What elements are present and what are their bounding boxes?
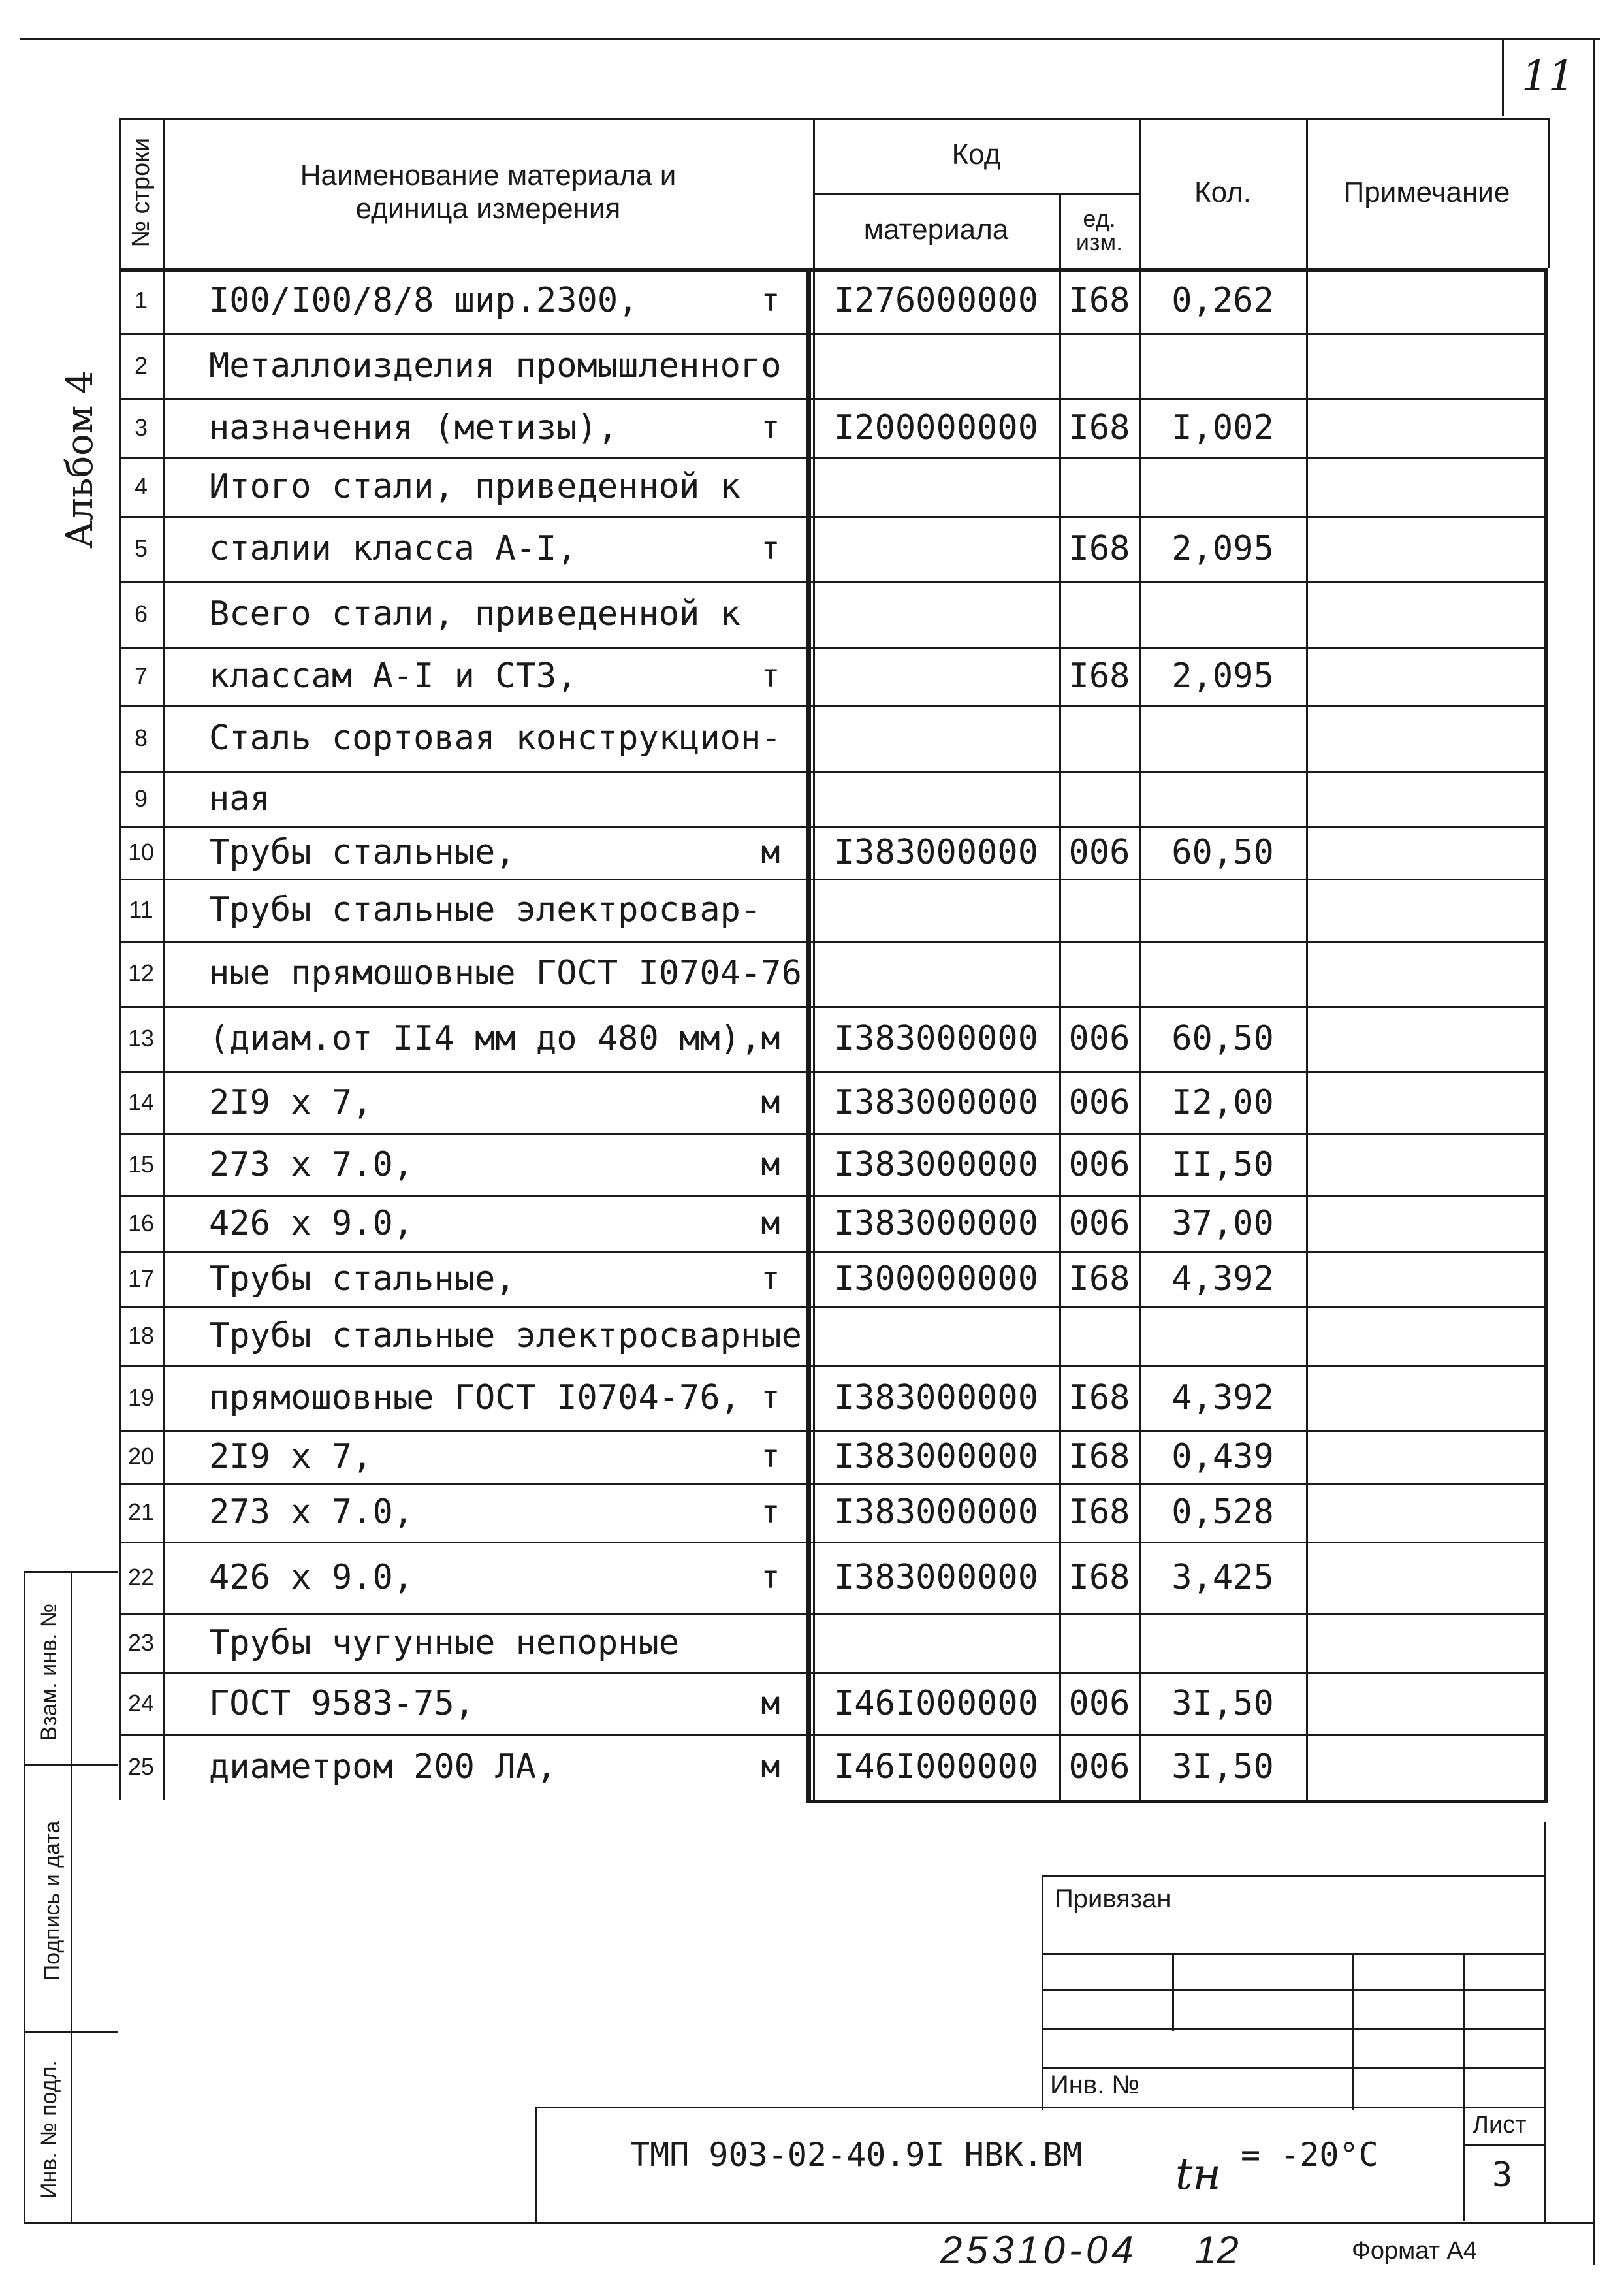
row-qty: [1139, 941, 1306, 1006]
row-material-code: [813, 705, 1059, 771]
row-number: 23: [127, 1629, 155, 1656]
tb-row1: [1042, 1953, 1544, 1955]
row-name: Всего стали, приведенной к: [209, 594, 740, 634]
row-qty: 3,425: [1171, 1558, 1274, 1597]
row-unit-code: [1059, 457, 1139, 516]
row-number: 9: [134, 784, 148, 812]
row-number: 15: [127, 1150, 155, 1178]
row-qty: [1139, 581, 1306, 647]
row-name: сталии класса А-I,: [209, 529, 577, 568]
row-qty: [1139, 771, 1306, 826]
row-material-code: [813, 333, 1059, 398]
header-row-no: № строки: [127, 138, 155, 248]
row-unit-code: [1059, 879, 1139, 941]
row-material-code: [813, 1306, 1059, 1365]
row-material-code: [813, 581, 1059, 647]
header-name-line: единица измерения: [355, 193, 621, 225]
row-unit: т: [761, 282, 780, 319]
row-unit-code: I68: [1068, 1378, 1130, 1417]
row-material-code: I383000000: [833, 1437, 1039, 1476]
row-name: Сталь сортовая конструкцион-: [209, 719, 782, 758]
row-unit: [748, 705, 793, 771]
row-unit: [748, 771, 793, 826]
row-material-code: I383000000: [833, 1558, 1039, 1597]
row-qty: [1139, 333, 1306, 398]
row-unit: м: [761, 1685, 780, 1722]
row-unit-code: I68: [1068, 656, 1130, 696]
row-qty: 4,392: [1171, 1259, 1274, 1299]
row-unit: м: [761, 1146, 780, 1183]
row-unit: т: [761, 410, 780, 446]
format-label: Формат А4: [1352, 2237, 1478, 2265]
row-unit: [748, 879, 793, 941]
row-material-code: I383000000: [833, 1019, 1039, 1058]
row-unit: [748, 333, 793, 398]
tb-row2: [1042, 1989, 1544, 1991]
row-name: ная: [209, 779, 270, 818]
row-unit: т: [761, 658, 780, 694]
row-unit: т: [761, 1438, 780, 1475]
row-unit-code: I68: [1068, 1259, 1130, 1299]
handwritten-number: 25310-04: [940, 2228, 1138, 2272]
row-unit: т: [761, 530, 780, 567]
row-qty: 37,00: [1171, 1203, 1274, 1243]
row-number: 6: [134, 600, 148, 627]
row-qty: [1139, 705, 1306, 771]
bottom-border: [24, 2222, 1595, 2224]
row-number: 19: [127, 1384, 155, 1411]
header-code-material: материала: [863, 214, 1009, 246]
table-vline: [1548, 118, 1550, 268]
sheet-label: Лист: [1473, 2111, 1527, 2139]
row-unit: [748, 581, 793, 647]
row-unit: т: [761, 1559, 780, 1596]
row-unit: м: [761, 834, 780, 871]
row-unit: [748, 1613, 793, 1672]
inv-replace-label: Взам. инв. №: [36, 1603, 61, 1741]
row-unit-code: [1059, 941, 1139, 1006]
sign-date-label: Подпись и дата: [39, 1820, 65, 1981]
row-qty: I2,00: [1171, 1082, 1274, 1122]
tb-col2: [1352, 1953, 1354, 2110]
row-unit-code: I68: [1068, 529, 1130, 568]
row-unit: [748, 457, 793, 516]
header-code: Код: [951, 138, 1001, 171]
row-name: Трубы стальные,: [209, 833, 516, 872]
table-hline: [806, 1800, 1548, 1803]
row-unit-code: I68: [1068, 408, 1130, 447]
header-row-no-cell: [119, 118, 163, 268]
temp-symbol: tн: [1175, 2149, 1221, 2199]
row-name: 273 х 7.0,: [209, 1493, 414, 1532]
row-number: 11: [129, 896, 153, 923]
row-material-code: [813, 771, 1059, 826]
row-unit: т: [761, 1380, 780, 1416]
row-material-code: [813, 457, 1059, 516]
row-unit: т: [761, 1260, 780, 1297]
side-stamp-left: [24, 1571, 25, 2224]
row-unit-code: [1059, 1306, 1139, 1365]
header-code-unit-line: ед.: [1083, 204, 1116, 232]
row-name: Металлоизделия промышленного: [209, 346, 782, 385]
tb-top: [1042, 1875, 1544, 1877]
row-material-code: I383000000: [833, 833, 1039, 872]
row-unit-code: I68: [1068, 281, 1130, 320]
row-name: (диам.от II4 мм до 480 мм),: [209, 1019, 761, 1058]
header-qty: Кол.: [1194, 176, 1252, 208]
row-unit-code: 006: [1068, 1683, 1130, 1723]
tb-left: [1042, 1875, 1043, 2110]
top-border: [20, 38, 1600, 40]
row-number: 13: [127, 1025, 155, 1052]
row-qty: 60,50: [1171, 833, 1274, 872]
row-qty: [1139, 879, 1306, 941]
row-qty: 0,528: [1171, 1493, 1274, 1532]
tb-row4: [1042, 2067, 1544, 2069]
row-qty: [1139, 1613, 1306, 1672]
row-number: 17: [127, 1265, 155, 1292]
row-unit: [748, 941, 793, 1006]
row-number: 4: [134, 473, 148, 500]
row-material-code: I383000000: [833, 1378, 1039, 1417]
row-qty: I,002: [1171, 408, 1274, 447]
tb-col1: [1172, 1953, 1174, 2031]
row-unit-code: 006: [1068, 1747, 1130, 1786]
row-unit: м: [761, 1749, 780, 1785]
row-number: 25: [127, 1753, 155, 1780]
row-qty: II,50: [1171, 1144, 1274, 1184]
row-unit-code: [1059, 705, 1139, 771]
row-unit-code: 006: [1068, 1203, 1130, 1243]
row-unit-code: 006: [1068, 1019, 1130, 1058]
row-name: классам А-I и СТ3,: [209, 656, 577, 696]
row-number: 16: [127, 1209, 155, 1236]
row-qty: 4,392: [1171, 1378, 1274, 1417]
row-name: 2I9 х 7,: [209, 1437, 373, 1476]
temp-value: = -20°C: [1241, 2136, 1378, 2174]
row-number: 2: [134, 352, 148, 379]
row-unit: м: [761, 1084, 780, 1121]
sheet-divider: [1463, 2144, 1546, 2146]
row-material-code: I383000000: [833, 1493, 1039, 1532]
row-unit-code: [1059, 771, 1139, 826]
row-qty: [1139, 1306, 1306, 1365]
row-number: 7: [134, 662, 148, 689]
row-material-code: [813, 1613, 1059, 1672]
row-name: Трубы стальные,: [209, 1259, 516, 1299]
row-name: Трубы стальные электросвар-: [209, 890, 761, 929]
header-note: Примечание: [1343, 176, 1510, 208]
row-unit: м: [761, 1204, 780, 1242]
row-unit-code: [1059, 1613, 1139, 1672]
table-vline: [806, 268, 811, 1800]
row-number: 8: [134, 724, 148, 751]
table-vline: [1544, 268, 1548, 1800]
row-number: 24: [127, 1689, 155, 1717]
row-qty: 3I,50: [1171, 1747, 1274, 1786]
bound-label: Привязан: [1055, 1884, 1171, 1913]
row-unit-code: [1059, 581, 1139, 647]
row-name: I00/I00/8/8 шир.2300,: [209, 281, 639, 320]
row-name: ные прямошовные ГОСТ I0704-76: [209, 954, 802, 993]
row-unit-code: 006: [1068, 833, 1130, 872]
row-number: 20: [127, 1443, 155, 1470]
row-qty: 2,095: [1171, 529, 1274, 568]
row-material-code: I200000000: [833, 408, 1039, 447]
row-material-code: I46I000000: [833, 1747, 1039, 1786]
handwritten-number-2: 12: [1195, 2228, 1239, 2272]
album-label: Альбом 4: [59, 370, 101, 549]
row-name: прямошовные ГОСТ I0704-76,: [209, 1378, 740, 1417]
tb-col3: [1463, 1953, 1465, 2221]
table-vline: [1306, 118, 1308, 1800]
tb-row3: [1042, 2028, 1544, 2030]
row-name: Трубы чугунные непорные: [209, 1623, 680, 1662]
row-qty: [1139, 457, 1306, 516]
row-unit: т: [761, 1494, 780, 1530]
row-unit-code: I68: [1068, 1493, 1130, 1532]
tb-right: [1544, 1822, 1546, 2224]
row-number: 12: [127, 960, 155, 986]
row-material-code: I46I000000: [833, 1683, 1039, 1723]
main-stamp-left: [535, 2107, 537, 2224]
page-number: 11: [1521, 52, 1575, 101]
row-number: 5: [134, 535, 148, 562]
row-qty: 0,262: [1171, 281, 1274, 320]
main-stamp-top: [535, 2107, 1546, 2108]
right-border: [1593, 38, 1595, 2265]
row-unit: м: [761, 1020, 780, 1057]
row-qty: 0,439: [1171, 1437, 1274, 1476]
row-number: 18: [127, 1322, 155, 1349]
row-unit-code: 006: [1068, 1082, 1130, 1122]
header-code-unit-line: изм.: [1075, 228, 1123, 255]
row-name: ГОСТ 9583-75,: [209, 1683, 475, 1723]
row-material-code: [813, 647, 1059, 705]
row-name: 273 х 7.0,: [209, 1144, 414, 1184]
row-name: 426 х 9.0,: [209, 1558, 414, 1597]
row-material-code: I383000000: [833, 1082, 1039, 1122]
row-name: 2I9 х 7,: [209, 1082, 373, 1122]
row-number: 1: [134, 287, 148, 314]
sheet-value: 3: [1492, 2156, 1513, 2195]
row-number: 22: [127, 1564, 155, 1591]
row-qty: 3I,50: [1171, 1683, 1274, 1723]
row-material-code: I383000000: [833, 1203, 1039, 1243]
row-material-code: I276000000: [833, 281, 1039, 320]
doc-code: ТМП 903-02-40.9I НВК.ВМ: [630, 2136, 1083, 2174]
row-material-code: [813, 941, 1059, 1006]
row-number: 21: [127, 1498, 155, 1525]
row-name: 426 х 9.0,: [209, 1203, 414, 1243]
row-name: назначения (метизы),: [209, 408, 618, 447]
row-unit-code: I68: [1068, 1437, 1130, 1476]
row-qty: 60,50: [1171, 1019, 1274, 1058]
row-name: Итого стали, приведенной к: [209, 467, 740, 506]
row-material-code: [813, 516, 1059, 581]
header-name: [163, 118, 813, 268]
row-qty: 2,095: [1171, 656, 1274, 696]
row-unit-code: I68: [1068, 1558, 1130, 1597]
row-material-code: I300000000: [833, 1259, 1039, 1299]
inv-sub-label: Инв. № подл.: [36, 2060, 61, 2199]
row-unit: [748, 1306, 793, 1365]
row-material-code: I383000000: [833, 1144, 1039, 1184]
row-number: 14: [127, 1088, 155, 1116]
header-code-unit: [1059, 193, 1139, 268]
row-number: 10: [127, 839, 155, 865]
pagenum-divider: [1502, 38, 1504, 116]
row-material-code: [813, 879, 1059, 941]
inv-no-label: Инв. №: [1050, 2071, 1140, 2099]
row-name: Трубы стальные электросварные: [209, 1316, 802, 1355]
row-unit-code: [1059, 333, 1139, 398]
row-unit-code: 006: [1068, 1144, 1130, 1184]
row-number: 3: [134, 414, 148, 441]
row-name: диаметром 200 ЛА,: [209, 1747, 557, 1786]
header-name-line: Наименование материала и: [300, 159, 677, 192]
